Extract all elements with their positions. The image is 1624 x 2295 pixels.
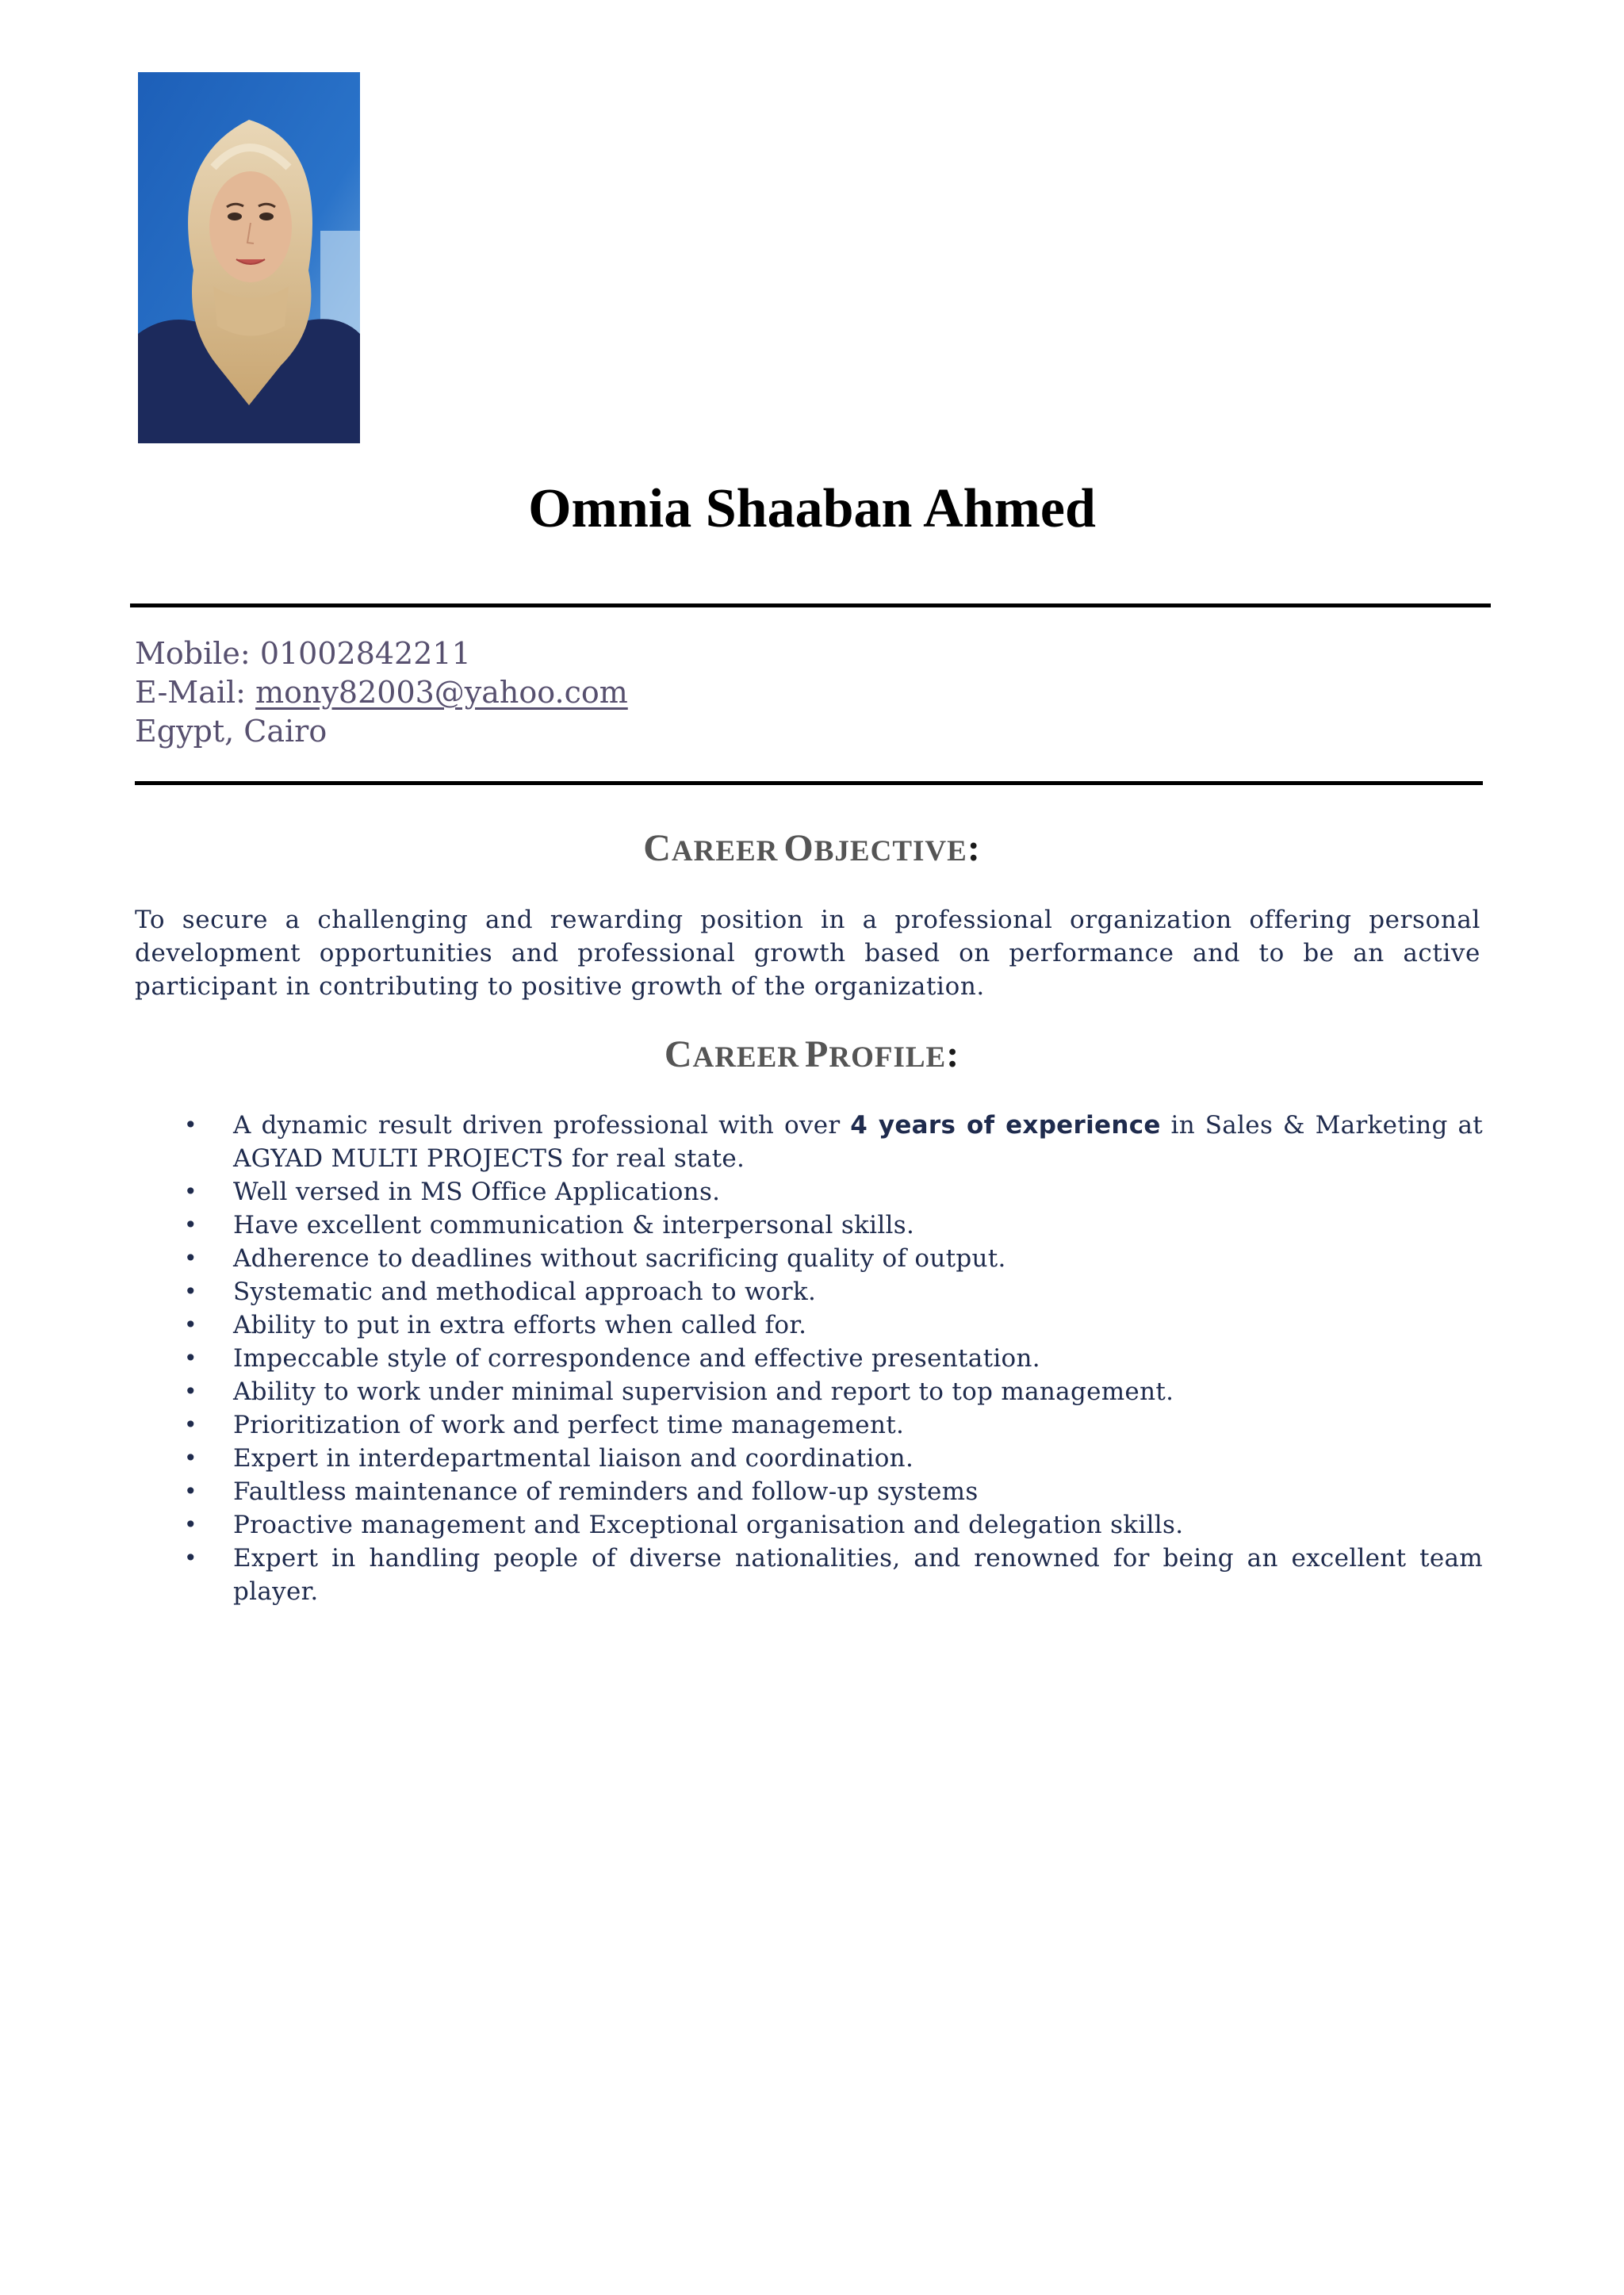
list-item-text: in Sales & Marketing at AGYAD MULTI PROJECTS for real state.: [233, 1111, 1483, 1173]
bullet-icon: •: [184, 1412, 197, 1438]
email-label: E-Mail:: [135, 675, 246, 710]
profile-photo: [138, 72, 360, 443]
list-item-text: Prioritization of work and perfect time management.: [233, 1411, 905, 1439]
list-item: [135, 1175, 1483, 1209]
list-item-text: Expert in handling people of diverse nationalities, and renowned for being an excellent team player.: [233, 1544, 1483, 1606]
career-profile-heading: [0, 1033, 1624, 1076]
list-item-text: Faultless maintenance of reminders and follow-up systems: [233, 1477, 979, 1506]
heading-rest: BJECTIVE: [814, 835, 967, 868]
list-item: [135, 1542, 1483, 1608]
list-item-text: Well versed in MS Office Applications.: [233, 1178, 721, 1206]
list-item-text: Expert in interdepartmental liaison and coordination.: [233, 1444, 914, 1473]
bullet-icon: •: [184, 1378, 197, 1404]
mobile-number: 01002842211: [259, 636, 471, 671]
mobile-line: [135, 634, 628, 673]
list-item: [135, 1508, 1483, 1542]
list-item-text: Adherence to deadlines without sacrificing quality of output.: [233, 1244, 1006, 1273]
list-item-text: Impeccable style of correspondence and effective presentation.: [233, 1344, 1040, 1373]
heading-colon: :: [946, 1033, 960, 1075]
list-item: [135, 1109, 1483, 1175]
heading-cap: O: [783, 827, 814, 869]
header-divider-top: [130, 603, 1491, 607]
mobile-label: Mobile:: [135, 636, 251, 671]
heading-rest: AREER: [671, 835, 779, 868]
bullet-icon: •: [184, 1245, 197, 1271]
list-item: [135, 1308, 1483, 1342]
bullet-icon: •: [184, 1511, 197, 1538]
list-item-text: A dynamic result driven professional with over: [233, 1111, 851, 1140]
list-item-text: Have excellent communication & interpersonal skills.: [233, 1211, 915, 1239]
heading-colon: :: [967, 827, 981, 869]
contact-block: [135, 634, 628, 751]
heading-cap: P: [805, 1033, 829, 1075]
location: Egypt, Cairo: [135, 714, 327, 749]
bullet-icon: •: [184, 1212, 197, 1238]
list-item-text: Proactive management and Exceptional organisation and delegation skills.: [233, 1511, 1184, 1539]
list-item: [135, 1475, 1483, 1508]
list-item-text: Systematic and methodical approach to work.: [233, 1278, 817, 1306]
list-item: [135, 1275, 1483, 1308]
bullet-icon: •: [184, 1278, 197, 1305]
list-item: [135, 1375, 1483, 1408]
list-item: [135, 1342, 1483, 1375]
bullet-icon: •: [184, 1545, 197, 1571]
list-item-text: Ability to work under minimal supervision and report to top management.: [233, 1377, 1174, 1406]
email-link[interactable]: mony82003@yahoo.com: [255, 675, 628, 710]
list-item: [135, 1442, 1483, 1475]
bullet-icon: •: [184, 1312, 197, 1338]
bullet-icon: •: [184, 1345, 197, 1371]
heading-rest: AREER: [692, 1041, 800, 1074]
bullet-icon: •: [184, 1445, 197, 1471]
header-divider-bottom: [135, 781, 1483, 785]
bullet-icon: •: [184, 1112, 197, 1138]
career-objective-heading: [0, 826, 1624, 870]
email-line: [135, 673, 628, 712]
career-objective-text: To secure a challenging and rewarding position in a professional organization offering personal development opportunities and professional growth based on performance and to be an active participant in contributing to positive growth of the organization.: [135, 906, 1480, 1001]
candidate-name: Omnia Shaaban Ahmed: [528, 478, 1096, 539]
list-item-text: Ability to put in extra efforts when called for.: [233, 1311, 807, 1339]
experience-highlight: 4 years of experience: [850, 1111, 1161, 1140]
list-item: [135, 1209, 1483, 1242]
list-item: [135, 1408, 1483, 1442]
heading-cap: C: [664, 1033, 693, 1075]
heading-cap: C: [643, 827, 672, 869]
heading-rest: ROFILE: [829, 1041, 947, 1074]
list-item: [135, 1242, 1483, 1275]
bullet-icon: •: [184, 1478, 197, 1504]
bullet-icon: •: [184, 1178, 197, 1205]
career-profile-list: [135, 1109, 1483, 1608]
